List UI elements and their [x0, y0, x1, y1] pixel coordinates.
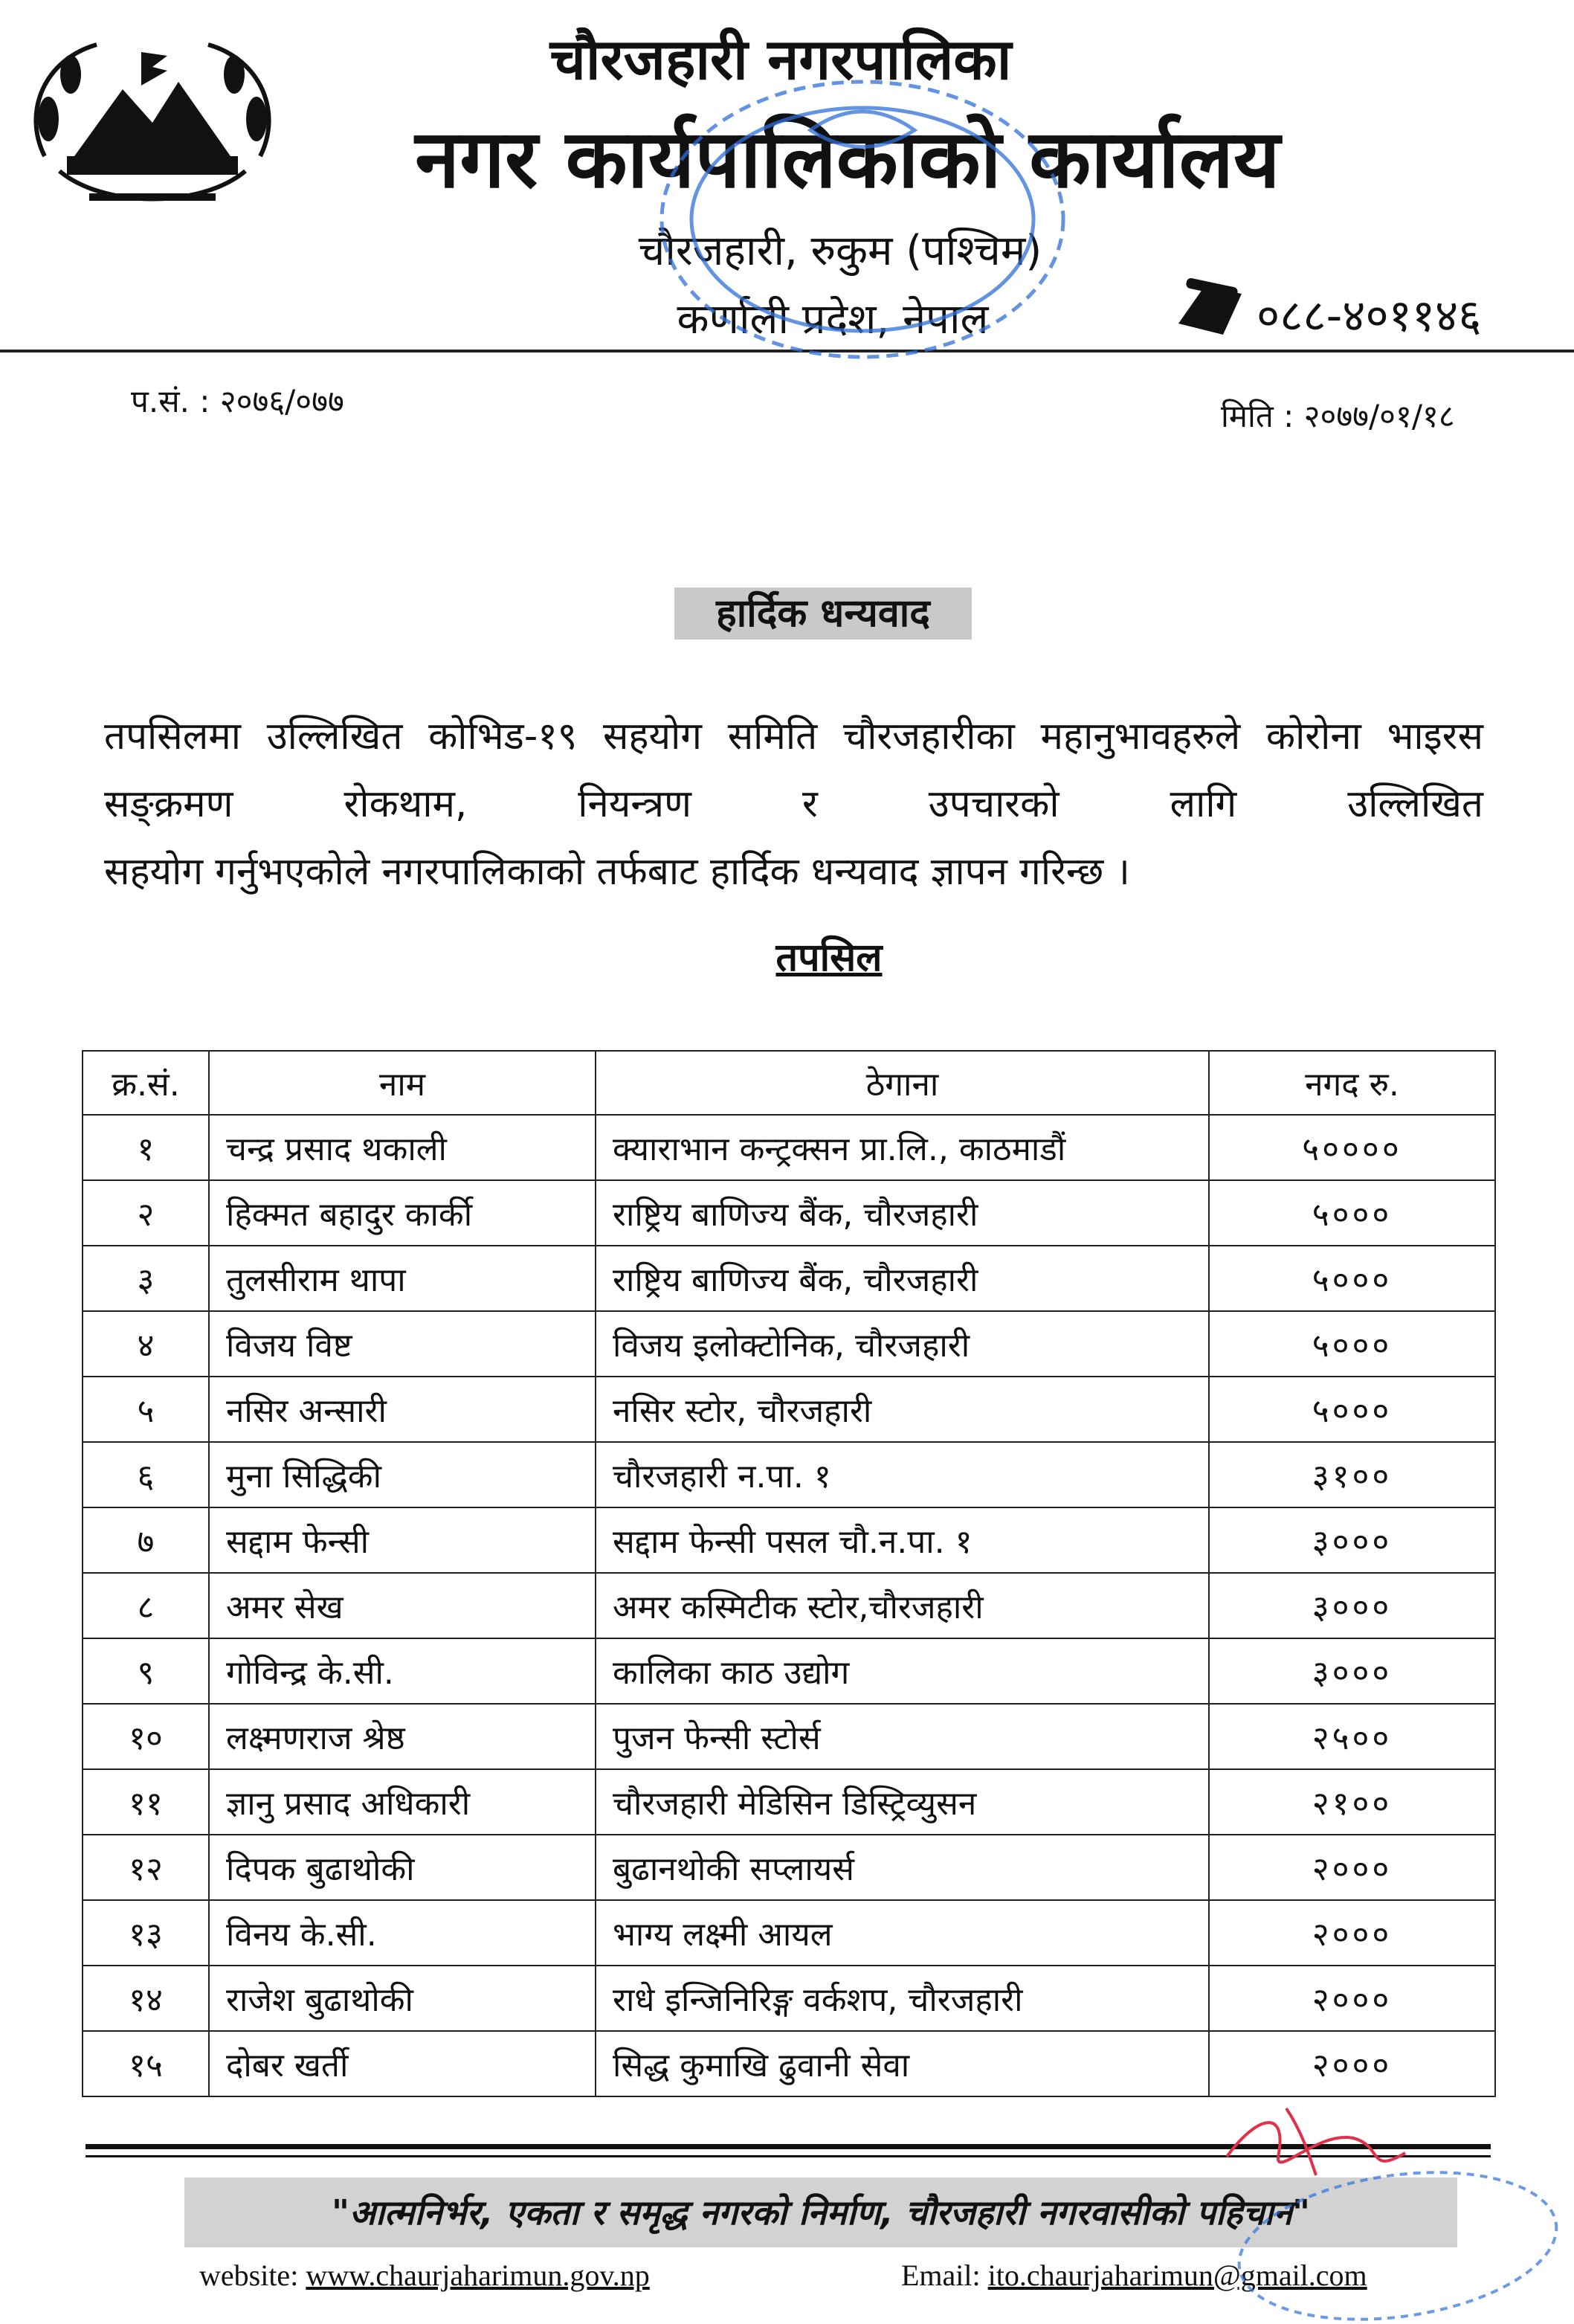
cell-amount: ५०००	[1209, 1311, 1495, 1377]
cell-address: भाग्य लक्ष्मी आयल	[596, 1900, 1209, 1966]
cell-address: राष्ट्रिय बाणिज्य बैंक, चौरजहारी	[596, 1246, 1209, 1311]
cell-name: विजय विष्ट	[209, 1311, 596, 1377]
cell-address: सद्दाम फेन्सी पसल चौ.न.पा. १	[596, 1507, 1209, 1573]
header-serial: क्र.सं.	[83, 1051, 209, 1115]
list-subtitle: तपसिल	[775, 936, 883, 980]
table-header-row	[83, 1051, 1495, 1115]
cell-serial: ४	[83, 1311, 209, 1377]
cell-amount: ३०००	[1209, 1507, 1495, 1573]
table-row	[83, 1115, 1495, 1180]
cell-amount: २०००	[1209, 2031, 1495, 2096]
website-link[interactable]: www.chaurjaharimun.gov.np	[306, 2259, 650, 2292]
table-row	[83, 1311, 1495, 1377]
cell-address: सिद्ध कुमाखि ढुवानी सेवा	[596, 2031, 1209, 2096]
cell-amount: २१००	[1209, 1769, 1495, 1835]
cell-amount: ३०००	[1209, 1638, 1495, 1704]
cell-serial: ९	[83, 1638, 209, 1704]
cell-amount: ५०००	[1209, 1246, 1495, 1311]
table-row	[83, 1966, 1495, 2031]
body-line-3: सहयोग गर्नुभएकोले नगरपालिकाको तर्फबाट हार्दिक धन्यवाद ज्ञापन गरिन्छ ।	[104, 850, 1130, 894]
table-row	[83, 1769, 1495, 1835]
cell-name: हिक्मत बहादुर कार्की	[209, 1180, 596, 1246]
page-title: हार्दिक धन्यवाद	[674, 588, 972, 640]
cell-serial: ८	[83, 1573, 209, 1638]
email-link[interactable]: ito.chaurjaharimun@gmail.com	[987, 2259, 1367, 2292]
office-name: नगर कार्यपालिकाको कार्यालय	[415, 113, 1280, 206]
cell-amount: ५००००	[1209, 1115, 1495, 1180]
table-row	[83, 1180, 1495, 1246]
office-stamp	[639, 59, 1086, 372]
table-row	[83, 1573, 1495, 1638]
cell-name: चन्द्र प्रसाद थकाली	[209, 1115, 596, 1180]
cell-name: लक्ष्मणराज श्रेष्ठ	[209, 1704, 596, 1769]
cell-name: अमर सेख	[209, 1573, 596, 1638]
header-address: ठेगाना	[596, 1051, 1209, 1115]
cell-serial: १	[83, 1115, 209, 1180]
cell-serial: १३	[83, 1900, 209, 1966]
cell-address: चौरजहारी मेडिसिन डिस्ट्रिव्युसन	[596, 1769, 1209, 1835]
cell-name: ज्ञानु प्रसाद अधिकारी	[209, 1769, 596, 1835]
cell-address: नसिर स्टोर, चौरजहारी	[596, 1377, 1209, 1442]
body-line-1: तपसिलमा उल्लिखित कोभिड-१९ सहयोग समिति चौरजहारीका महानुभावहरुले	[104, 715, 1241, 759]
cell-address: पुजन फेन्सी स्टोर्स	[596, 1704, 1209, 1769]
cell-address: राधे इन्जिनिरिङ्ग वर्कशप, चौरजहारी	[596, 1966, 1209, 2031]
cell-name: दिपक बुढाथोकी	[209, 1835, 596, 1900]
cell-amount: ३०००	[1209, 1573, 1495, 1638]
table-row	[83, 1246, 1495, 1311]
cell-amount: ३१००	[1209, 1442, 1495, 1507]
cell-serial: १५	[83, 2031, 209, 2096]
cell-serial: १०	[83, 1704, 209, 1769]
reference-number: प.सं. : २०७६/०७७	[131, 383, 344, 419]
table-row	[83, 1638, 1495, 1704]
cell-serial: ११	[83, 1769, 209, 1835]
cell-name: गोविन्द्र के.सी.	[209, 1638, 596, 1704]
phone-number: ०८८-४०११४६	[1257, 290, 1482, 342]
cell-address: विजय इलोक्टोनिक, चौरजहारी	[596, 1311, 1209, 1377]
cell-address: चौरजहारी न.पा. १	[596, 1442, 1209, 1507]
table-row	[83, 1442, 1495, 1507]
cell-serial: २	[83, 1180, 209, 1246]
cell-amount: २०००	[1209, 1966, 1495, 2031]
table-body	[83, 1115, 1495, 2096]
cell-amount: ५०००	[1209, 1377, 1495, 1442]
cell-amount: २०००	[1209, 1835, 1495, 1900]
cell-serial: ५	[83, 1377, 209, 1442]
header-amount: नगद रु.	[1209, 1051, 1495, 1115]
signature-stamp	[1197, 2086, 1569, 2324]
cell-name: नसिर अन्सारी	[209, 1377, 596, 1442]
website	[199, 2253, 650, 2298]
cell-name: विनय के.सी.	[209, 1900, 596, 1966]
cell-name: मुना सिद्धिकी	[209, 1442, 596, 1507]
cell-serial: १२	[83, 1835, 209, 1900]
cell-serial: ७	[83, 1507, 209, 1573]
municipality-name: चौरजहारी नगरपालिका	[549, 26, 1012, 92]
cell-serial: १४	[83, 1966, 209, 2031]
table-row	[83, 1507, 1495, 1573]
cell-address: क्याराभान कन्ट्रक्सन प्रा.लि., काठमाडौं	[596, 1115, 1209, 1180]
donor-table	[82, 1050, 1496, 2097]
cell-address: अमर कस्मिटीक स्टोर,चौरजहारी	[596, 1573, 1209, 1638]
header-name: नाम	[209, 1051, 596, 1115]
cell-name: दोबर खर्ती	[209, 2031, 596, 2096]
cell-name: राजेश बुढाथोकी	[209, 1966, 596, 2031]
cell-name: सद्दाम फेन्सी	[209, 1507, 596, 1573]
table-row	[83, 1704, 1495, 1769]
slogan: "आत्मनिर्भर, एकता र समृद्ध नगरको निर्माण, चौरजहारी नगरवासीको पहिचान"	[332, 2192, 1310, 2233]
address-line-1: चौरजहारी, रुकुम (पश्चिम)	[638, 227, 1042, 275]
table-row	[83, 1835, 1495, 1900]
letter-date: मिति : २०७७/०१/१८	[1221, 398, 1455, 434]
email-label: Email:	[901, 2259, 981, 2292]
website-label: website:	[199, 2259, 299, 2292]
nepal-emblem-icon	[15, 30, 290, 216]
body-line-2: कोरोना भाइरस सङ्क्रमण रोकथाम, नियन्त्रण र उपचारको लागि उल्लिखित	[104, 715, 1484, 826]
table-row	[83, 1377, 1495, 1442]
address-line-2: कर्णाली प्रदेश, नेपाल	[677, 295, 989, 344]
cell-amount: २०००	[1209, 1900, 1495, 1966]
cell-amount: ५०००	[1209, 1180, 1495, 1246]
body-paragraph	[104, 703, 1483, 838]
cell-amount: २५००	[1209, 1704, 1495, 1769]
cell-name: तुलसीराम थापा	[209, 1246, 596, 1311]
cell-address: राष्ट्रिय बाणिज्य बैंक, चौरजहारी	[596, 1180, 1209, 1246]
cell-serial: ३	[83, 1246, 209, 1311]
cell-serial: ६	[83, 1442, 209, 1507]
table-row	[83, 1900, 1495, 1966]
telephone-icon	[1171, 275, 1253, 342]
cell-address: बुढानथोकी सप्लायर्स	[596, 1835, 1209, 1900]
cell-address: कालिका काठ उद्योग	[596, 1638, 1209, 1704]
